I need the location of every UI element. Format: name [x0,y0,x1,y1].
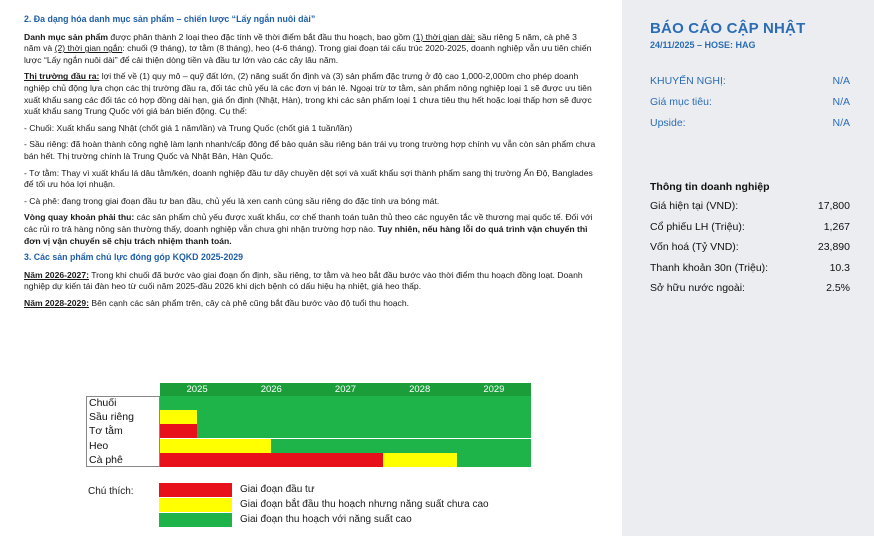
phase-bar [457,453,531,467]
legend-title: Chú thích: [88,486,134,497]
receivables-note: Tuy nhiên, nếu hàng lỗi do quá trình vận chuyển thì đơn vị vận chuyển sẽ chịu trách nhiệm thanh toán. [24,223,588,246]
info-value: 23,890 [817,241,850,253]
row-label: Sầu riêng [89,411,134,424]
phase-bar [197,410,531,424]
info-value: 1,267 [823,221,850,233]
legend-item [159,483,539,497]
timeline-row [86,410,531,424]
legend-label: Giai đoạn đầu tư [240,484,315,495]
period-2028-paragraph [24,298,596,310]
period-2028-label: Năm 2028-2029: [24,297,89,308]
legend-item [159,498,539,512]
bullet-banana: - Chuối: Xuất khẩu sang Nhật (chốt giá 1 năm/lần) và Trung Quốc (chốt giá 1 tuần/lần) [24,122,353,133]
text: được phân thành 2 loại theo đặc tính về thời điểm bắt đầu thu hoạch, bao gồm [108,31,413,42]
text: lợi thế về (1) quy mô – quỹ đất lớn, (2) năng suất ổn định và (3) sản phẩm đặc trưng ở độ cao 1,000-2,000m cho phép doanh nghiệp chủ động lựa chọn các thị trường đầu ra, đối tác chủ yếu là các đơn vị bán lẻ. Ngoại trừ tơ tằm, sản phẩm nông nghiệp loại 1 sẽ được ưu tiên xuất khẩu sang các đối tác có hợp đồng dài hạn, giá ổn định (Nhật, Hàn), trong khi các sản phẩm loại 1 chưa tiêu thụ hết hoặc loại thấp hơn sẽ được xuất khẩu sang Trung Quốc với giá bán biến động. Cụ thể: [24,71,592,117]
receivables-paragraph [24,212,596,247]
legend-swatch [159,483,232,497]
phase-bar [160,424,197,438]
info-row [650,282,850,294]
legend-swatch [159,513,232,527]
bullet-coffee: - Cà phê: đang trong giai đoạn đầu tư ban đầu, chủ yếu là xen canh cùng sầu riêng do đặc tính ưa bóng mát. [24,195,440,206]
panel-subtitle: 24/11/2025 – HOSE: HAG [650,40,756,50]
section-3-title: 3. Các sản phẩm chủ lực đóng góp KQKD 2025-2029 [24,252,244,263]
timeline-row [86,453,531,467]
bullet-silk: - Tơ tằm: Thay vì xuất khẩu lá dâu tằm/kén, doanh nghiệp đầu tư dây chuyền dệt sợi và xuất khẩu sợi thành phẩm sang thị trường Ấn Độ, Banglades để tối ưu hóa lợi nhuận. [24,167,593,190]
target-price-label: Giá mục tiêu: [650,96,712,108]
recommendation-label: KHUYẾN NGHỊ: [650,75,726,87]
row-label: Heo [89,439,109,452]
phase-bar [271,439,531,453]
info-value: 17,800 [817,200,850,212]
year-label: 2028 [409,384,431,395]
market-paragraph [24,71,596,117]
year-label: 2027 [334,384,357,395]
info-label: Cổ phiếu LH (Triệu): [650,221,745,233]
legend-label: Giai đoạn bắt đầu thu hoạch nhưng năng suất chưa cao [240,499,489,510]
phase-bar [383,453,457,467]
short-term-label: (2) thời gian ngắn [54,43,123,54]
timeline-row [86,439,531,453]
text: : chuối (9 tháng), tơ tằm (8 tháng), heo (4-6 tháng). Trong giai đoạn tái cấu trúc 2020-2025, doanh nghiệp vẫn ưu tiên chiến lược “Lấy ngắn nuôi dài” để cải thiện dòng tiền và đầu tư lớn vào các cây lâu năm. [24,43,592,65]
info-row [650,221,850,233]
product-portfolio-label: Danh mục sản phẩm [24,31,109,42]
timeline-row [86,424,531,438]
long-term-label: (1) thời gian dài: [412,31,476,42]
info-row [650,241,850,253]
text: sầu riêng 5 năm, cà phê 3 năm và [24,31,577,54]
legend-item [159,513,539,527]
market-label: Thị trường đầu ra: [24,71,100,82]
row-label: Cà phê [89,453,123,466]
row-label: Tơ tằm [89,425,123,438]
year-label: 2025 [186,384,208,395]
text: các sản phẩm chủ yếu được xuất khẩu, cơ chế thanh toán tuân thủ theo các nguyên tắc về thương mại quốc tế. Đối với các rủi ro trả hàng nông sản thường thấy, doanh nghiệp vẫn chưa ghi nhận trường hợp nào. [24,212,593,234]
report-body [24,14,596,314]
info-value: 2.5% [826,282,850,294]
year-label: 2026 [260,384,282,395]
recommendation-row [650,75,850,87]
target-price-value: N/A [832,96,850,108]
info-label: Sở hữu nước ngoài: [650,282,745,294]
period-2026-paragraph [24,270,596,293]
company-info-title: Thông tin doanh nghiệp [650,181,770,193]
upside-row [650,117,850,129]
info-row [650,262,850,274]
info-value: 10.3 [829,262,850,274]
panel-title: BÁO CÁO CẬP NHẬT [650,20,806,37]
bullet-durian: - Sầu riêng: đã hoàn thành công nghệ làm lạnh nhanh/cấp đông để bảo quản sầu riêng bán trái vụ trong trường hợp chính vụ vẫn còn sản phẩm chưa bán hết. Thị trường chính là Trung Quốc và Nhật Bản, Hàn Quốc. [24,139,596,161]
phase-bar [160,410,197,424]
phase-bar [197,424,531,438]
section-2-title: 2. Đa dạng hóa danh mục sản phẩm – chiến lược “Lấy ngắn nuôi dài” [24,14,316,24]
upside-label: Upside: [650,117,686,129]
upside-value: N/A [832,117,850,129]
summary-panel [622,0,874,536]
year-header [160,383,531,396]
text: Bên cạnh các sản phẩm trên, cây cà phê cũng bắt đầu bước vào độ tuổi thu hoạch. [88,297,410,308]
text: Trong khi chuối đã bước vào giai đoạn ổn định, sầu riêng, tơ tằm và heo bắt đầu bước vào thời điểm thu hoạch đồng loạt. Doanh nghiệp dự kiến tái đàn heo từ cuối năm 2025-đầu 2026 khi dịch bệnh có dấu hiệu hạ nhiệt, giá heo thấp. [24,269,583,292]
legend-label: Giai đoạn thu hoạch với năng suất cao [240,514,412,525]
info-label: Thanh khoản 30n (Triệu): [650,262,769,274]
recommendation-value: N/A [832,75,850,87]
info-row [650,200,850,212]
timeline-row [86,396,531,410]
row-label: Chuối [89,397,117,409]
info-label: Giá hiện tại (VND): [650,200,739,212]
phase-bar [160,453,383,467]
info-label: Vốn hoá (Tỷ VND): [650,241,739,253]
receivables-label: Vòng quay khoản phải thu: [24,212,135,223]
legend-swatch [159,498,232,512]
year-label: 2029 [483,384,505,395]
phase-bar [160,439,271,453]
phase-bar [160,396,531,410]
target-price-row [650,96,850,108]
period-2026-label: Năm 2026-2027: [24,269,89,280]
product-portfolio-paragraph [24,32,596,67]
